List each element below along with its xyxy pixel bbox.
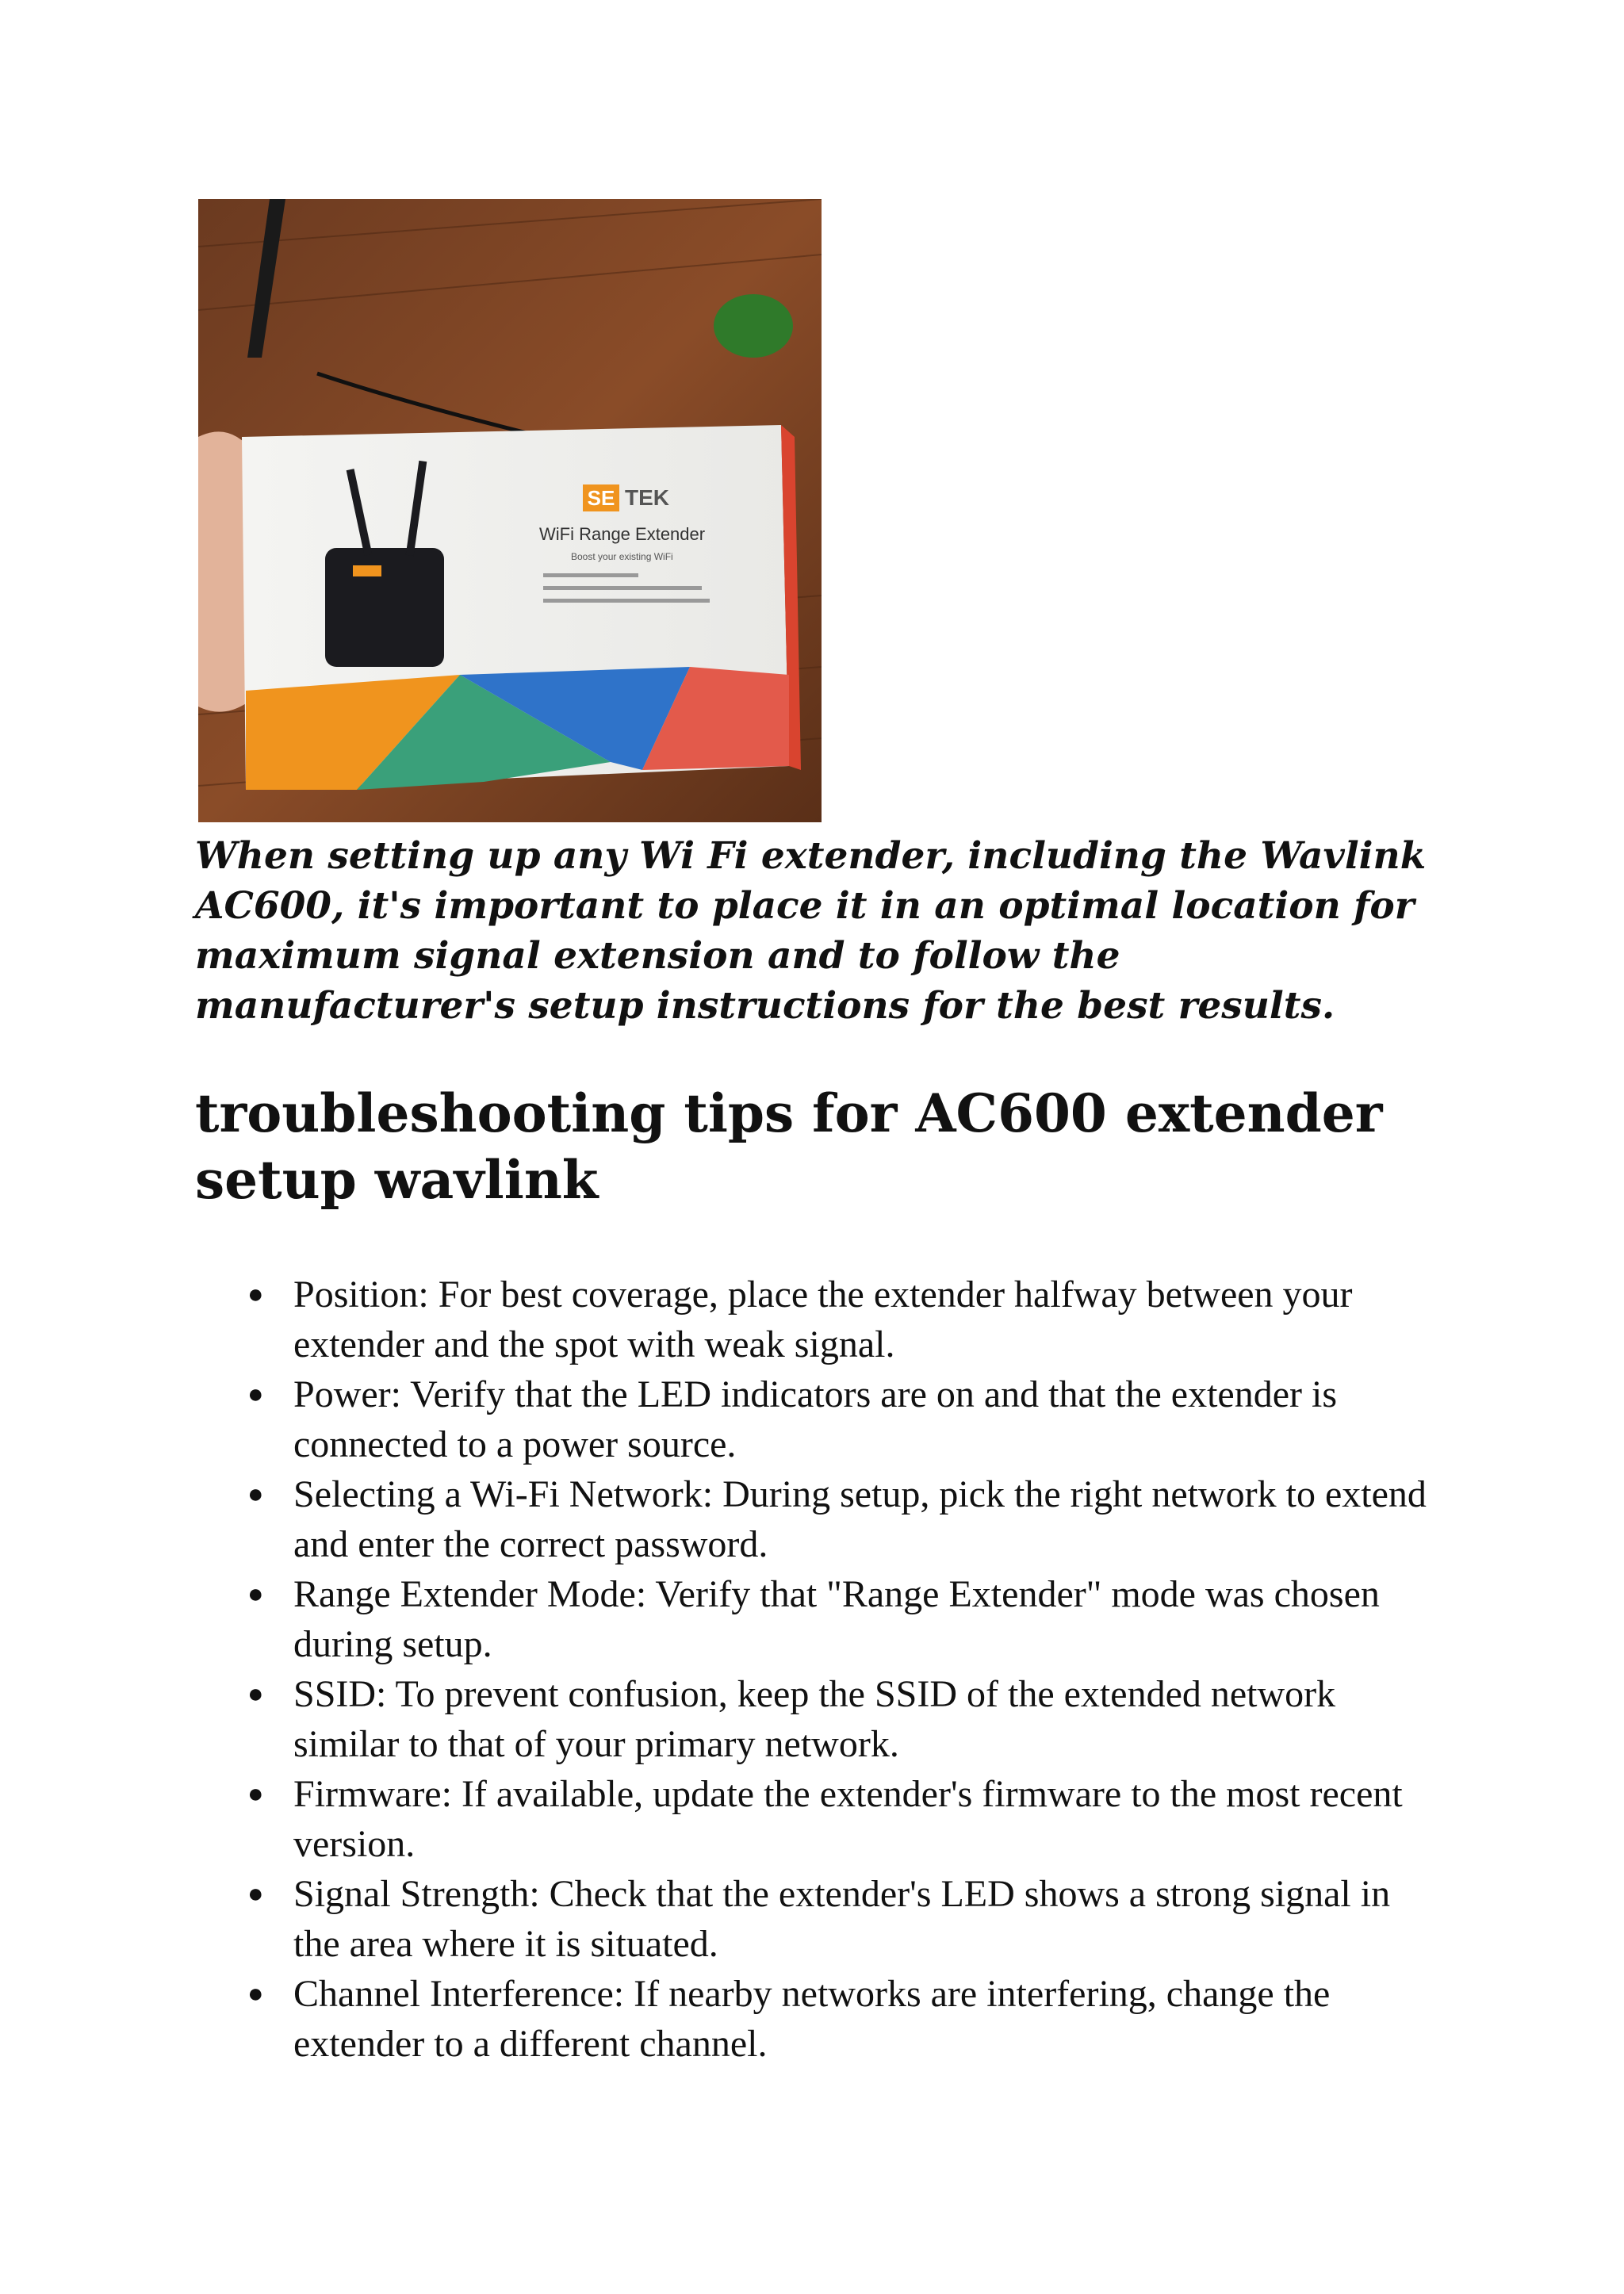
list-item (238, 1769, 1427, 1869)
intro-paragraph: When setting up any Wi Fi extender, including the Wavlink AC600, it's important to place it in an optimal location for maximum signal extension and to follow the manufacturer's setup instructions for the best results. (195, 834, 1427, 1028)
list-item (238, 1369, 1427, 1469)
list-item (238, 1469, 1427, 1569)
bullet-icon: ● (247, 1580, 264, 1609)
list-item (238, 1869, 1427, 1969)
box-brand-prefix: SE (587, 486, 615, 510)
box-tagline: Boost your existing WiFi (571, 551, 673, 562)
list-item (238, 1270, 1427, 1369)
bullet-icon: ● (247, 1979, 264, 2009)
bullet-icon: ● (247, 1879, 264, 1909)
section-heading: troubleshooting tips for AC600 extender setup wavlink (195, 1082, 1383, 1211)
product-photo (198, 199, 822, 822)
tip-text: Selecting a Wi-Fi Network: During setup, pick the right network to extend and enter the correct password. (293, 1473, 1427, 1565)
box-product-name: WiFi Range Extender (539, 524, 706, 544)
list-item (238, 1669, 1427, 1769)
bullet-icon: ● (247, 1380, 264, 1409)
list-item (238, 1969, 1427, 2069)
tip-text: SSID: To prevent confusion, keep the SSID of the extended network similar to that of your primary network. (293, 1673, 1336, 1765)
bullet-icon: ● (247, 1779, 264, 1809)
bullet-icon: ● (247, 1480, 264, 1509)
tip-text: Signal Strength: Check that the extender's LED shows a strong signal in the area where it is situated. (293, 1873, 1391, 1965)
bullet-icon: ● (247, 1679, 264, 1709)
bullet-icon: ● (247, 1280, 264, 1309)
tips-list (238, 1270, 1427, 2069)
tip-text: Range Extender Mode: Verify that "Range Extender" mode was chosen during setup. (293, 1573, 1380, 1665)
tip-text: Position: For best coverage, place the extender halfway between your extender and the spot with weak signal. (293, 1273, 1353, 1365)
tip-text: Firmware: If available, update the extender's firmware to the most recent version. (293, 1773, 1403, 1865)
box-brand-suffix: TEK (625, 485, 669, 510)
tip-text: Channel Interference: If nearby networks are interfering, change the extender to a different channel. (293, 1973, 1331, 2065)
list-item (238, 1569, 1427, 1669)
tip-text: Power: Verify that the LED indicators are on and that the extender is connected to a power source. (293, 1373, 1338, 1465)
